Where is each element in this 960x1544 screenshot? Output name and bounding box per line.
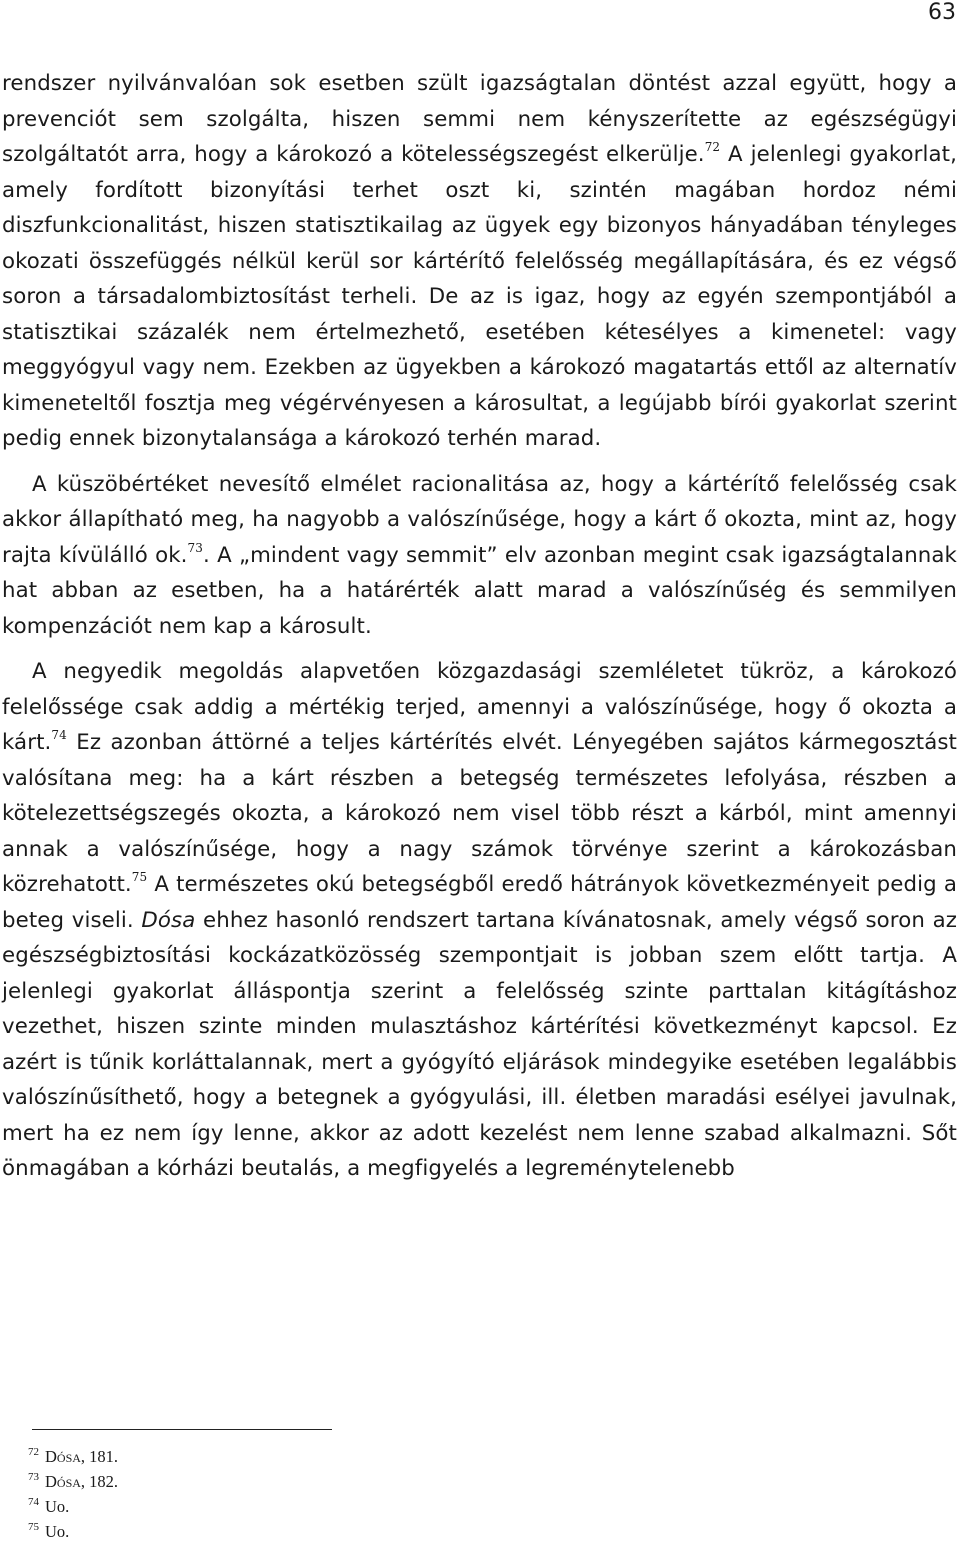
footnotes xyxy=(28,1444,118,1544)
page-number: 63 xyxy=(928,0,956,25)
footnote-reference[interactable]: 73 xyxy=(187,540,204,555)
text-run: A küszöbértéket nevesítő elmélet racionalitása az, hogy a kártérítő felelősség csak akkor állapítható meg, ha nagyobb a valószínűsége, hogy a kárt ő okozta, mint az, hogy rajta kívülálló ok. xyxy=(2,471,957,568)
footnote-text: Uo. xyxy=(45,1522,70,1541)
footnote-number: 74 xyxy=(28,1496,39,1508)
footnote-author: Dósa xyxy=(45,1472,81,1491)
italic-name: Dósa xyxy=(141,907,196,933)
paragraph xyxy=(2,654,957,1187)
text-run: rendszer nyilvánvalóan sok esetben szült igazságtalan döntést azzal együtt, hogy a prevenciót sem szolgálta, hiszen semmi nem kényszerítette az egészségügyi szolgáltatót arra, hogy a károkozó a kötelességszegést elkerülje. xyxy=(2,71,957,167)
text-run: A jelenlegi gyakorlat, amely fordított bizonyítási terhet oszt ki, szintén magában hordoz némi diszfunkcionalitást, hiszen statisztikailag az ügyek egy bizonyos hányadában tényleges okozati összefüggés nélkül kerül sor kártérítő felelősség megállapítására, és ez végső soron a társadalombiztosítást terheli. De az is igaz, hogy az egyén szempontjából a statisztikai százalék nem értelmezhető, esetében kétesélyes a kimenetel: vagy meggyógyul vagy nem. Ezekben az ügyekben a károkozó magatartás ettől az alternatív kimeneteltől fosztja meg végérvényesen a károsultat, a legújabb bírói gyakorlat szerint pedig ennek bizonytalansága a károkozó terhén marad. xyxy=(2,142,957,451)
footnote-number: 73 xyxy=(28,1471,39,1483)
footnote xyxy=(28,1494,118,1519)
footnote-text: , 182. xyxy=(80,1472,119,1491)
text-run: Ez azonban áttörné a teljes kártérítés elvét. Lényegében sajátos kármegosztást valósítana meg: ha a kárt részben a betegség természetes lefolyása, részben a kötelezettségszegés okozta, a károkozó nem visel több részt a kárból, mint amennyi annak a valószínűsége, hogy a nagy számok törvénye szerint a károkozásban közrehatott. xyxy=(2,730,957,897)
footnote-reference[interactable]: 74 xyxy=(51,728,67,742)
footnote xyxy=(28,1444,118,1469)
footnote-number: 72 xyxy=(28,1446,39,1458)
paragraph xyxy=(2,467,957,645)
footnote xyxy=(28,1519,118,1544)
paragraph xyxy=(2,66,957,457)
text-run: A természetes okú betegségből eredő hátrányok következményeit pedig a beteg viseli. xyxy=(2,872,957,933)
footnote-reference[interactable]: 72 xyxy=(704,140,721,154)
body-text xyxy=(2,66,957,1187)
text-run: A negyedik megoldás alapvetően közgazdasági szemléletet tükröz, a károkozó felelőssége csak addig a mértékig terjed, amennyi a valószínűsége, hogy ő okozta a kárt. xyxy=(2,659,957,755)
footnote xyxy=(28,1469,118,1494)
footnote-author: Dósa xyxy=(45,1447,81,1466)
footnote-separator xyxy=(32,1429,332,1430)
footnote-text: , 181. xyxy=(80,1447,119,1466)
footnote-text: Uo. xyxy=(45,1497,70,1516)
text-run: ehhez hasonló rendszert tartana kívánatosnak, amely végső soron az egészségbiztosítási kockázatközösség szempontjait is jobban szem előtt tartja. A jelenlegi gyakorlat álláspontja szerint a felelősség szinte parttalan kitágításhoz vezethet, hiszen szinte minden mulasztáshoz kártérítési következményt kapcsol. Ez azért is tűnik korláttalannak, mert a gyógyító eljárások mindegyike esetében legalábbis valószínűsíthető, hogy a betegnek a gyógyulási, ill. életben maradási esélyei javulnak, mert ha ez nem így lenne, akkor az adott kezelést nem lenne szabad alkalmazni. Sőt önmagában a kórházi beutalás, a megfigyelés a legreménytelenebb xyxy=(2,907,957,1181)
footnote-number: 75 xyxy=(28,1521,39,1533)
text-run: . A „mindent vagy semmit” elv azonban megint csak igazságtalannak hat abban az esetben, ha a határérték alatt marad a valószínűség és semmilyen kompenzációt nem kap a károsult. xyxy=(2,542,957,639)
footnote-reference[interactable]: 75 xyxy=(131,870,148,884)
